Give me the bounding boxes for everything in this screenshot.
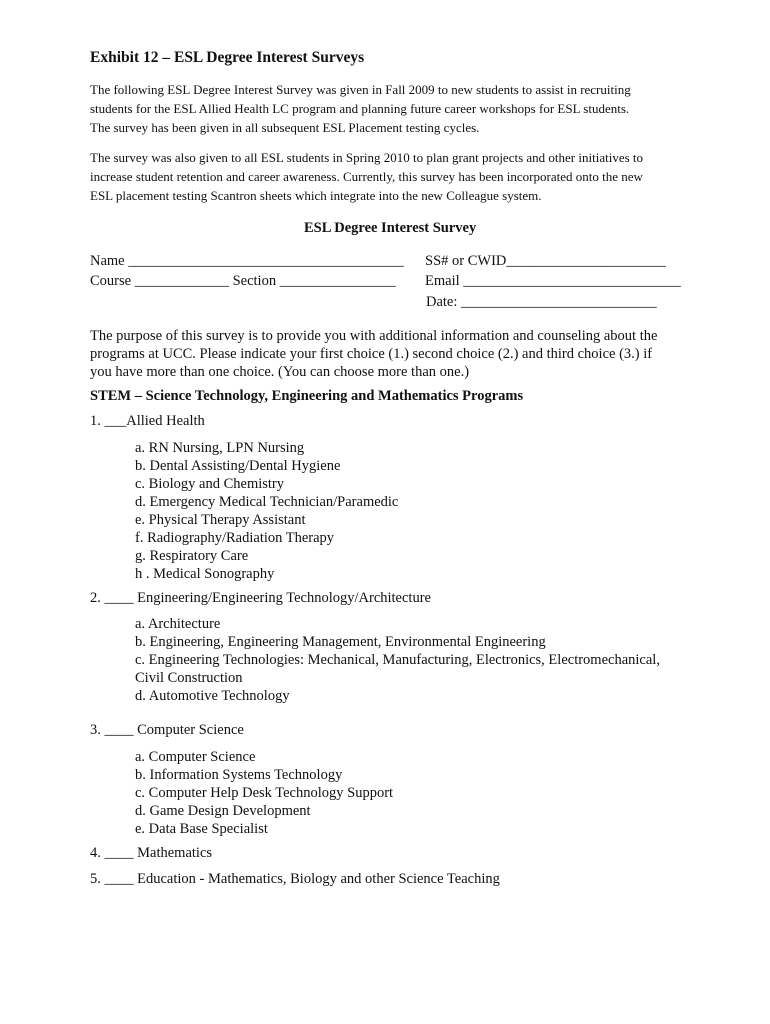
option-item: c. Computer Help Desk Technology Support [135, 785, 394, 801]
purpose-line: programs at UCC. Please indicate your first choice (1.) second choice (2.) and third choice (3.) if [90, 346, 653, 362]
date-field: Date: ___________________________ [426, 294, 657, 310]
course-section-field: Course _____________ Section ________________ [90, 273, 396, 289]
option-item: b. Dental Assisting/Dental Hygiene [135, 458, 341, 474]
option-item: b. Information Systems Technology [135, 767, 343, 783]
intro-line: The survey has been given in all subsequent ESL Placement testing cycles. [90, 120, 480, 135]
intro-line: The following ESL Degree Interest Survey was given in Fall 2009 to new students to assist in recruiting [90, 82, 631, 97]
intro-line: The survey was also given to all ESL students in Spring 2010 to plan grant projects and other initiatives to [90, 150, 644, 165]
question-1-options [135, 439, 398, 583]
option-item: g. Respiratory Care [135, 548, 249, 564]
purpose-line: The purpose of this survey is to provide you with additional information and counseling about the [90, 328, 658, 344]
purpose-paragraph [90, 327, 657, 381]
ss-cwid-field: SS# or CWID______________________ [425, 253, 666, 269]
purpose-line: you have more than one choice. (You can choose more than one.) [90, 364, 470, 380]
question-5-label: 5. ____ Education - Mathematics, Biology and other Science Teaching [90, 871, 500, 887]
option-item: c. Engineering Technologies: Mechanical, Manufacturing, Electronics, Electromechanical, [135, 652, 660, 668]
option-item: a. Architecture [135, 616, 221, 632]
option-item: e. Data Base Specialist [135, 821, 268, 837]
question-1-label: 1. ___Allied Health [90, 413, 205, 429]
question-3-label: 3. ____ Computer Science [90, 722, 244, 738]
option-item: a. Computer Science [135, 749, 256, 765]
option-item: d. Game Design Development [135, 803, 311, 819]
option-item: h . Medical Sonography [135, 566, 275, 582]
option-item: Civil Construction [135, 670, 243, 686]
option-item: a. RN Nursing, LPN Nursing [135, 440, 305, 456]
intro-paragraph-2 [90, 148, 643, 205]
option-item: f. Radiography/Radiation Therapy [135, 530, 335, 546]
stem-heading: STEM – Science Technology, Engineering and Mathematics Programs [90, 388, 524, 404]
option-item: b. Engineering, Engineering Management, Environmental Engineering [135, 634, 546, 650]
question-2-options [135, 615, 660, 705]
option-item: c. Biology and Chemistry [135, 476, 285, 492]
exhibit-title: Exhibit 12 – ESL Degree Interest Surveys [90, 49, 365, 66]
option-item: d. Emergency Medical Technician/Paramedic [135, 494, 399, 510]
question-2-label: 2. ____ Engineering/Engineering Technology/Architecture [90, 590, 431, 606]
email-field: Email ______________________________ [425, 273, 681, 289]
intro-line: increase student retention and career awareness. Currently, this survey has been incorporated onto the new [90, 169, 643, 184]
name-field: Name ______________________________________ [90, 253, 404, 269]
option-item: d. Automotive Technology [135, 688, 290, 704]
intro-line: ESL placement testing Scantron sheets which integrate into the new Colleague system. [90, 188, 542, 203]
question-4-label: 4. ____ Mathematics [90, 845, 213, 861]
question-3-options [135, 748, 393, 838]
intro-paragraph-1 [90, 80, 631, 137]
survey-title: ESL Degree Interest Survey [304, 220, 477, 236]
intro-line: students for the ESL Allied Health LC program and planning future career workshops for ESL students. [90, 101, 630, 116]
option-item: e. Physical Therapy Assistant [135, 512, 306, 528]
